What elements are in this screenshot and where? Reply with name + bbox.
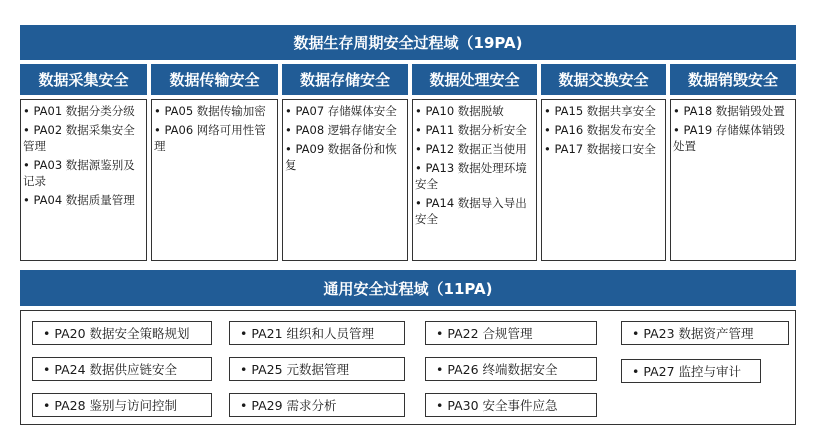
pa-box: • PA26 终端数据安全: [425, 357, 597, 381]
col-body-destruction: [670, 99, 796, 261]
col-body-transmission: [151, 99, 278, 261]
general-title-banner: 通用安全过程域（11PA): [20, 270, 796, 306]
col-header-destruction: 数据销毁安全: [670, 64, 796, 95]
pa-item: • PA07 存储媒体安全: [285, 103, 405, 119]
pa-item: • PA15 数据共享安全: [544, 103, 663, 119]
pa-item: • PA09 数据备份和恢复: [285, 141, 405, 173]
pa-item: • PA12 数据正当使用: [415, 141, 534, 157]
pa-item: • PA13 数据处理环境安全: [415, 160, 534, 192]
lifecycle-title-banner: 数据生存周期安全过程域（19PA): [20, 25, 796, 60]
pa-box: • PA22 合规管理: [425, 321, 597, 345]
col-header-storage: 数据存储安全: [282, 64, 408, 95]
pa-box: • PA29 需求分析: [229, 393, 405, 417]
col-body-processing: [412, 99, 537, 261]
pa-box: • PA23 数据资产管理: [621, 321, 789, 345]
pa-box: • PA21 组织和人员管理: [229, 321, 405, 345]
pa-box: • PA24 数据供应链安全: [32, 357, 212, 381]
col-header-exchange: 数据交换安全: [541, 64, 666, 95]
pa-item: • PA17 数据接口安全: [544, 141, 663, 157]
col-header-transmission: 数据传输安全: [151, 64, 278, 95]
pa-item: • PA18 数据销毁处置: [673, 103, 793, 119]
col-body-exchange: [541, 99, 666, 261]
pa-item: • PA01 数据分类分级: [23, 103, 144, 119]
pa-item: • PA04 数据质量管理: [23, 192, 144, 208]
pa-item: • PA03 数据源鉴别及记录: [23, 157, 144, 189]
pa-item: • PA14 数据导入导出安全: [415, 195, 534, 227]
pa-item: • PA16 数据发布安全: [544, 122, 663, 138]
col-body-collection: [20, 99, 147, 261]
pa-item: • PA19 存储媒体销毁处置: [673, 122, 793, 154]
pa-box: • PA30 安全事件应急: [425, 393, 597, 417]
pa-item: • PA10 数据脱敏: [415, 103, 534, 119]
general-panel: [20, 310, 796, 425]
col-body-storage: [282, 99, 408, 261]
pa-box: • PA25 元数据管理: [229, 357, 405, 381]
col-header-collection: 数据采集安全: [20, 64, 147, 95]
col-header-processing: 数据处理安全: [412, 64, 537, 95]
pa-box: • PA28 鉴别与访问控制: [32, 393, 212, 417]
pa-item: • PA06 网络可用性管理: [154, 122, 275, 154]
pa-item: • PA02 数据采集安全管理: [23, 122, 144, 154]
pa-box: • PA27 监控与审计: [621, 359, 761, 383]
pa-box: • PA20 数据安全策略规划: [32, 321, 212, 345]
pa-item: • PA08 逻辑存储安全: [285, 122, 405, 138]
pa-item: • PA05 数据传输加密: [154, 103, 275, 119]
pa-item: • PA11 数据分析安全: [415, 122, 534, 138]
